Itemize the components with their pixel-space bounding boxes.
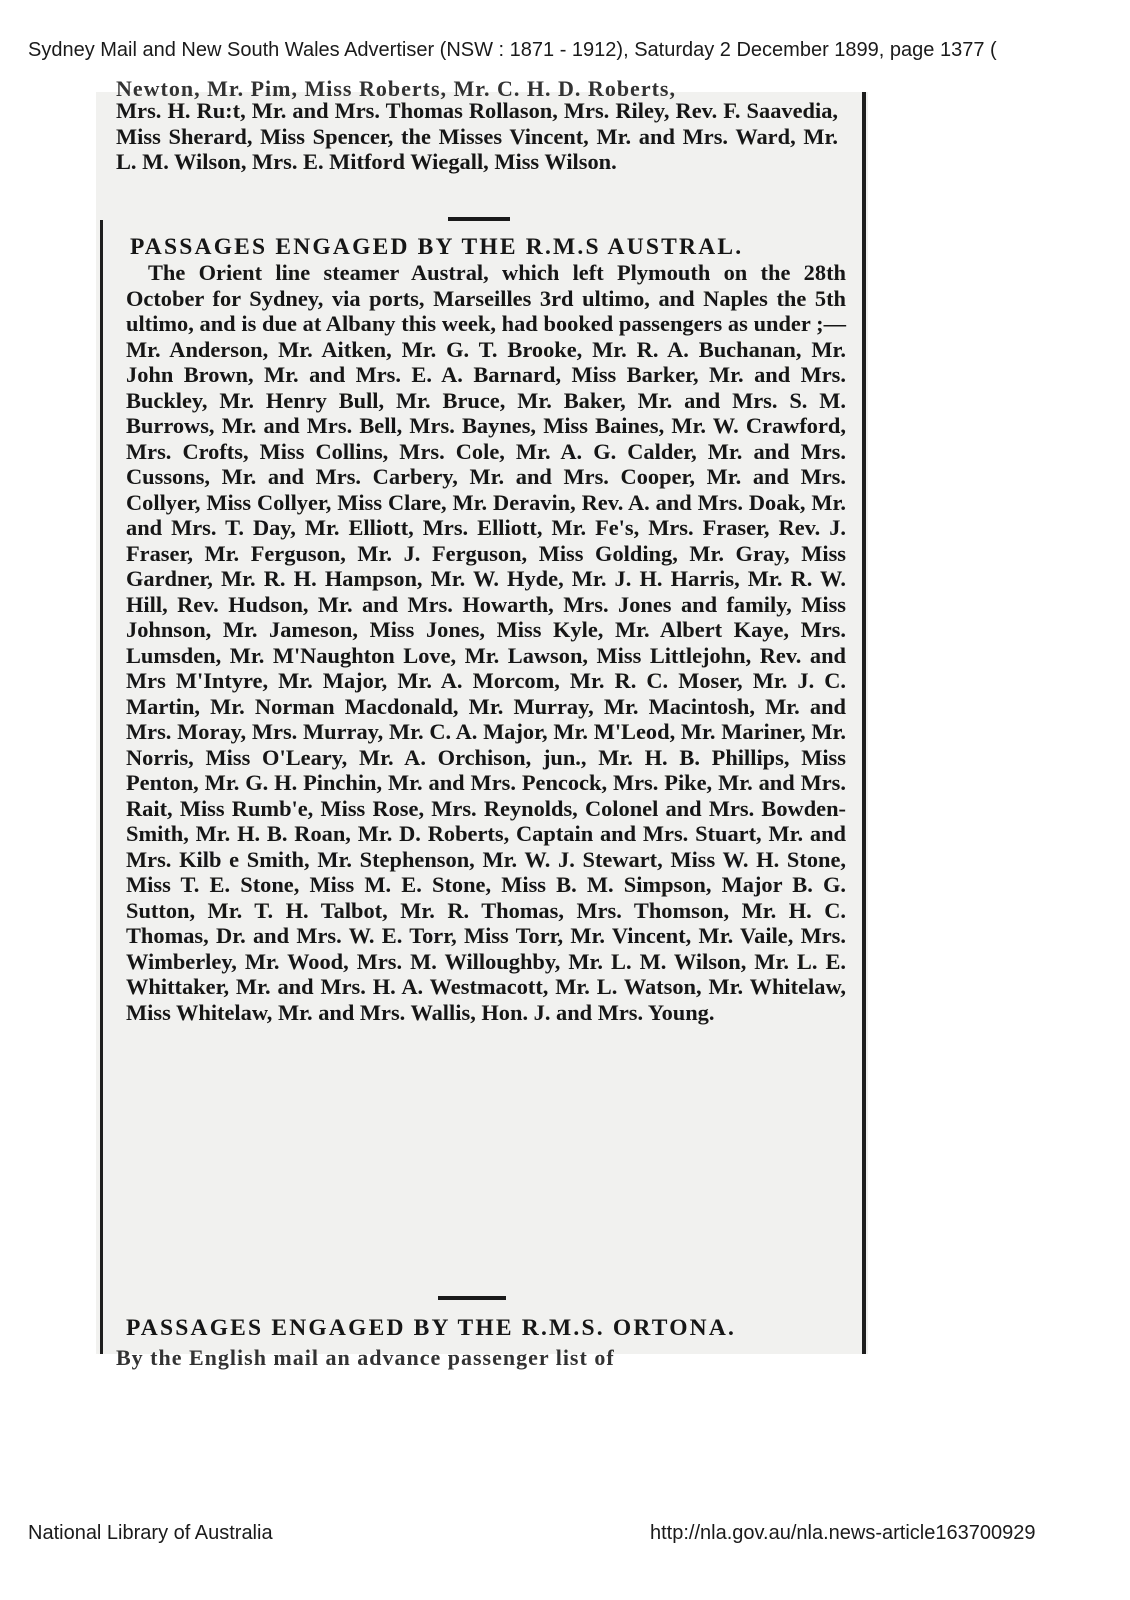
- ortona-heading: PASSAGES ENGAGED BY THE R.M.S. ORTONA.: [126, 1315, 737, 1341]
- section-divider: [438, 1296, 506, 1300]
- austral-passenger-list: The Orient line steamer Austral, which left Plymouth on the 28th October for Sydney, via ports, Marseilles 3rd ultimo, and Naples the 5th ultimo, and is due at Albany this week, had booked passengers as under ;— Mr. Anderson, Mr. Aitken, Mr. G. T. Brooke, Mr. R. A. Buchanan, Mr. John Brown, Mr. and Mrs. E. A. Barnard, Miss Barker, Mr. and Mrs. Buckley, Mr. Henry Bull, Mr. Bruce, Mr. Baker, Mr. and Mrs. S. M. Burrows, Mr. and Mrs. Bell, Mrs. Baynes, Miss Baines, Mr. W. Crawford, Mrs. Crofts, Miss Collins, Mrs. Cole, Mr. A. G. Calder, Mr. and Mrs. Cussons, Mr. and Mrs. Carbery, Mr. and Mrs. Cooper, Mr. and Mrs. Collyer, Miss Collyer, Miss Clare, Mr. Deravin, Rev. A. and Mrs. Doak, Mr. and Mrs. T. Day, Mr. Elliott, Mrs. Elliott, Mr. Fe's, Mrs. Fraser, Rev. J. Fraser, Mr. Ferguson, Mr. J. Ferguson, Miss Golding, Mr. Gray, Miss Gardner, Mr. R. H. Hampson, Mr. W. Hyde, Mr. J. H. Harris, Mr. R. W. Hill, Rev. Hudson, Mr. and Mrs. Howarth, Mrs. Jones and family, Miss Johnson, Mr. Jameson, Miss Jones, Miss Kyle, Mr. Albert Kaye, Mrs. Lumsden, Mr. M'Naughton Love, Mr. Lawson, Miss Littlejohn, Rev. and Mrs M'Intyre, Mr. Major, Mr. A. Morcom, Mr. R. C. Moser, Mr. J. C. Martin, Mr. Norman Macdonald, Mr. Murray, Mr. Macintosh, Mr. and Mrs. Moray, Mrs. Murray, Mr. C. A. Major, Mr. M'Leod, Mr. Mariner, Mr. Norris, Miss O'Leary, Mr. A. Orchison, jun., Mr. H. B. Phillips, Miss Penton, Mr. G. H. Pinchin, Mr. and Mrs. Pencock, Mrs. Pike, Mr. and Mrs. Rait, Miss Rumb'e, Miss Rose, Mrs. Reynolds, Colonel and Mrs. Bowden-Smith, Mr. H. B. Roan, Mr. D. Roberts, Captain and Mrs. Stuart, Mr. and Mrs. Kilb e Smith, Mr. Stephenson, Mr. W. J. Stewart, Miss W. H. Stone, Miss T. E. Stone, Miss M. E. Stone, Miss B. M. Simpson, Major B. G. Sutton, Mr. T. H. Talbot, Mr. R. Thomas, Mrs. Thomson, Mr. H. C. Thomas, Dr. and Mrs. W. E. Torr, Miss Torr, Mr. Vincent, Mr. Vaile, Mrs. Wimberley, Mr. Wood, Mrs. M. Willoughby, Mr. L. M. Wilson, Mr. L. E. Whittaker, Mr. and Mrs. H. A. Westmacott, Mr. L. Watson, Mr. Whitelaw, Miss Whitelaw, Mr. and Mrs. Wallis, Hon. J. and Mrs. Young.: [126, 260, 846, 1025]
- column-rule-left: [100, 220, 103, 1354]
- footer-article-url[interactable]: http://nla.gov.au/nla.news-article163700929: [650, 1522, 1036, 1544]
- previous-passenger-list: Mrs. H. Ru:t, Mr. and Mrs. Thomas Rollason, Mrs. Riley, Rev. F. Saavedia, Miss Sherard, Miss Spencer, the Misses Vincent, Mr. and Mrs. Ward, Mr. L. M. Wilson, Mrs. E. Mitford Wiegall, Miss Wilson.: [116, 98, 838, 174]
- footer-library-name: National Library of Australia: [28, 1522, 273, 1544]
- section-divider: [448, 217, 510, 221]
- clipped-text-bottom-content: By the English mail an advance passenger list of: [116, 1345, 615, 1370]
- clipped-text-top-content: Newton, Mr. Pim, Miss Roberts, Mr. C. H. D. Roberts,: [116, 76, 676, 101]
- newspaper-clipping: [96, 76, 868, 1370]
- citation-header: Sydney Mail and New South Wales Advertiser (NSW : 1871 - 1912), Saturday 2 December 1899, page 1377 (: [28, 39, 997, 61]
- austral-heading: PASSAGES ENGAGED BY THE R.M.S AUSTRAL.: [130, 234, 744, 260]
- column-rule-right: [862, 92, 866, 1354]
- clipped-text-bottom: [116, 1345, 846, 1370]
